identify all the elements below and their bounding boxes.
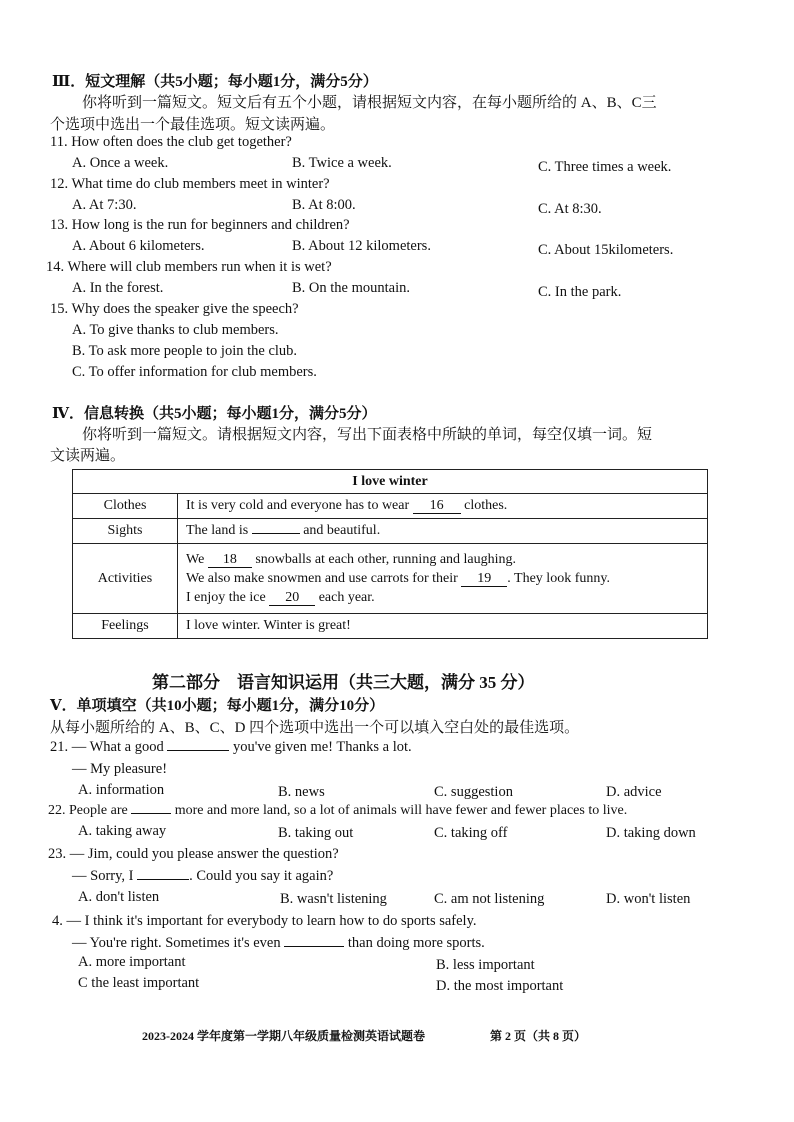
option-23b: B. wasn't listening [280,891,387,907]
option-11b: B. Twice a week. [292,155,392,171]
row-label-activities: Activities [73,544,178,614]
question-11: 11. How often does the club get together? [50,134,292,150]
option-13c: C. About 15kilometers. [538,242,674,258]
section5-instruction: 从每小题所给的 A、B、C、D 四个选项中选出一个可以填入空白处的最佳选项。 [50,720,580,736]
blank-18: 18 [208,552,252,568]
activities-line-1 [186,550,699,569]
q21-text-end: you've given me! Thanks a lot. [232,739,412,755]
act2-text: We also make snowmen and use carrots for their [186,571,458,586]
option-12c: C. At 8:30. [538,201,602,217]
footer-exam-title: 2023-2024 学年度第一学期八年级质量检测英语试题卷 [142,1029,425,1043]
option-23d: D. won't listen [606,891,691,907]
question-12: 12. What time do club members meet in winter? [50,176,330,192]
option-21a: A. information [78,782,165,798]
act2-text-end: . They look funny. [507,571,610,586]
part2-heading: 第二部分 语言知识运用（共三大题，满分 35 分） [152,673,535,692]
option-21c: C. suggestion [434,784,513,800]
q23-reply [72,868,333,885]
row-feelings: I love winter. Winter is great! [178,614,708,639]
activities-line-2 [186,569,699,588]
section4-heading: Ⅳ．信息转换（共5小题；每小题1分，满分5分） [52,406,377,422]
option-12b: B. At 8:00. [292,197,356,213]
option-15a: A. To give thanks to club members. [72,322,279,338]
option-23c: C. am not listening [434,891,545,907]
blank-17 [252,533,300,534]
option-24d: D. the most important [436,978,564,994]
row-clothes [178,494,708,519]
q23-blank [137,879,189,880]
option-22c: C. taking off [434,825,508,841]
option-14a: A. In the forest. [72,280,164,296]
q24-blank [284,946,344,947]
clothes-text-end: clothes. [464,497,508,513]
option-21d: D. advice [606,784,662,800]
q23-text: — Sorry, I [72,868,134,884]
q21-blank [167,750,229,751]
sights-text: The land is [186,523,249,538]
q23-text-end: . Could you say it again? [189,868,334,884]
option-24b: B. less important [436,957,535,973]
act3-text: I enjoy the ice [186,590,266,605]
section3-instruction-cont: 个选项中选出一个最佳选项。短文读两遍。 [50,117,336,133]
q21-text: 21. — What a good [50,739,164,755]
option-22d: D. taking down [606,825,696,841]
option-15b: B. To ask more people to join the club. [72,343,298,359]
sights-text-end: and beautiful. [303,523,381,538]
option-21b: B. news [278,784,325,800]
q22-text-end: more and more land, so a lot of animals will have fewer and fewer places to live. [174,803,628,818]
act1-text: We [186,552,205,567]
table-title: I love winter [73,470,708,494]
blank-16: 16 [413,498,461,514]
option-11c: C. Three times a week. [538,159,672,175]
question-23: 23. — Jim, could you please answer the question? [48,846,339,862]
option-12a: A. At 7:30. [72,197,137,213]
q21-reply: — My pleasure! [72,761,168,777]
activities-line-3 [186,588,699,607]
question-13: 13. How long is the run for beginners and children? [50,217,350,233]
question-22 [48,803,627,819]
option-13a: A. About 6 kilometers. [72,238,205,254]
question-15: 15. Why does the speaker give the speech? [50,301,299,317]
row-sights [178,519,708,544]
section5-heading: Ⅴ．单项填空（共10小题；每小题1分，满分10分） [50,698,385,714]
option-14b: B. On the mountain. [292,280,411,296]
question-14: 14. Where will club members run when it is wet? [46,259,332,275]
option-24c: C the least important [78,975,200,991]
option-24a: A. more important [78,954,186,970]
q24-text: — You're right. Sometimes it's even [72,935,281,951]
info-table [72,469,708,639]
row-label-feelings: Feelings [73,614,178,639]
option-22b: B. taking out [278,825,354,841]
row-label-sights: Sights [73,519,178,544]
q22-blank [131,813,171,814]
option-15c: C. To offer information for club members. [72,364,317,380]
section3-instruction: 你将听到一篇短文。短文后有五个小题，请根据短文内容，在每小题所给的 A、B、C三 [82,95,657,111]
q24-text-end: than doing more sports. [347,935,485,951]
section4-instruction: 你将听到一篇短文。请根据短文内容，写出下面表格中所缺的单词，每空仅填一词。短 [82,427,653,443]
row-activities [178,544,708,614]
footer-page-number: 第 2 页（共 8 页） [490,1029,587,1043]
q24-reply [72,935,485,952]
row-label-clothes: Clothes [73,494,178,519]
blank-20: 20 [269,590,315,606]
section4-instruction-cont: 文读两遍。 [50,448,126,464]
question-21 [50,739,412,756]
question-24: 4. — I think it's important for everybody to learn how to do sports safely. [52,913,477,929]
q22-text: 22. People are [48,803,128,818]
act3-text-end: each year. [318,590,375,605]
blank-19: 19 [461,571,507,587]
option-22a: A. taking away [78,823,167,839]
option-23a: A. don't listen [78,889,160,905]
option-13b: B. About 12 kilometers. [292,238,431,254]
clothes-text: It is very cold and everyone has to wear [186,497,410,513]
option-14c: C. In the park. [538,284,622,300]
section3-heading: Ⅲ．短文理解（共5小题；每小题1分，满分5分） [52,74,378,90]
act1-text-end: snowballs at each other, running and laughing. [255,552,517,567]
option-11a: A. Once a week. [72,155,169,171]
